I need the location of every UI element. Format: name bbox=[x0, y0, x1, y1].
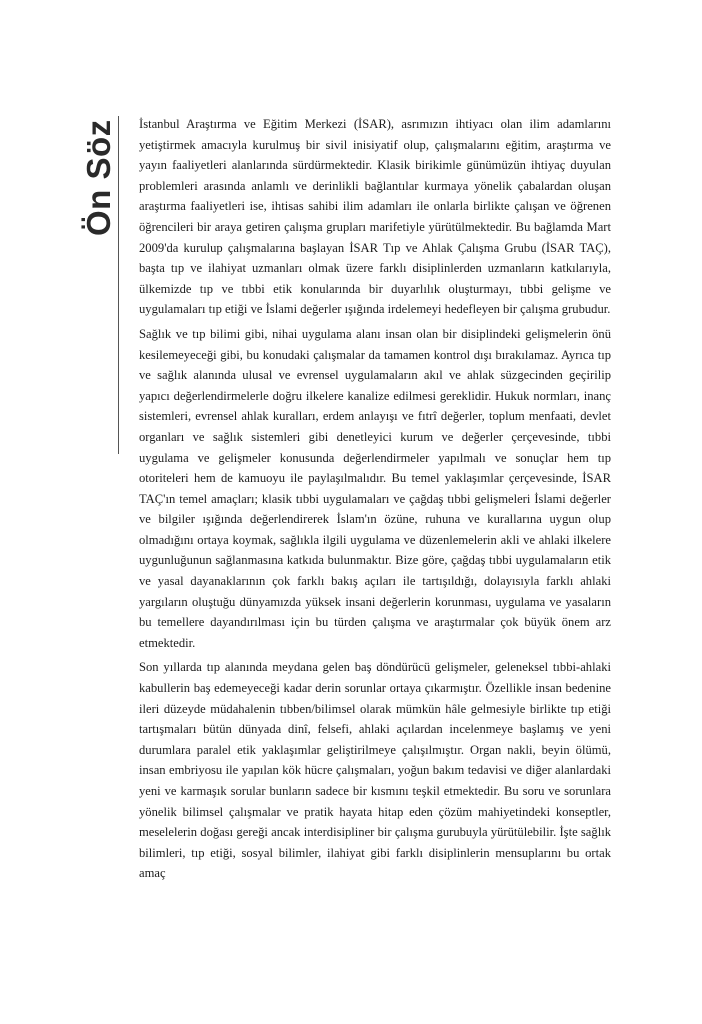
paragraph: İstanbul Araştırma ve Eğitim Merkezi (İSAR), asrımızın ihtiyacı olan ilim adamlarını yetiştirmek amacıyla kurulmuş bir sivil inisiyatif olup, çalışmalarını eğitim, araştırma ve yayın faaliyetleri alanlarında sürdürmektedir. Klasik birikimle günümüzün ihtiyaç duyulan problemleri arasında anlamlı ve derinlikli bağlantılar kurmaya yönelik çabalardan oluşan araştırma faaliyetleri ise, ihtisas sahibi ilim adamları ile onlarla birlikte çalışan ve öğrenen öğrencileri bir araya getiren çalışma grupları marifetiyle yürütülmektedir. Bu bağlamda Mart 2009'da kurulup çalışmalarına başlayan İSAR Tıp ve Ahlak Çalışma Grubu (İSAR TAÇ), başta tıp ve ilahiyat uzmanları olmak üzere farklı disiplinlerden uzmanların katkılarıyla, ülkemizde tıp ve tıbbi etik konularında bir duyarlılık oluşturmayı, tıbbi gelişme ve uygulamaları tıp etiği ve İslami değerler ışığında irdelemeyi hedefleyen bir çalışma grubudur. bbox=[139, 117, 611, 317]
title-divider bbox=[118, 116, 119, 454]
body-text bbox=[139, 114, 611, 888]
section-title: Ön Söz bbox=[80, 119, 117, 236]
paragraph: Sağlık ve tıp bilimi gibi, nihai uygulama alanı insan olan bir disiplindeki gelişmelerin önü kesilemeyeceği gibi, bu konudaki çalışmalar da tamamen kontrol dışı bırakılamaz. Ayrıca tıp ve sağlık alanında ulusal ve evrensel uygulamaların akıl ve ahlak süzgecinden geçirilip yapıcı değerlendirmelerle doğru ilkelere kanalize edilmesi gereklidir. Hukuk normları, inanç sistemleri, evrensel ahlak kuralları, erdem anlayışı ve fıtrî değerler, toplum menfaati, devlet organları ve sağlık sistemleri gibi denetleyici kurum ve değerler çerçevesinde, tıbbi uygulama ve gelişmeler konusunda değerlendirmeler yapılmalı ve sonuçlar hem tıp otoriteleri hem de kamuoyu ile paylaşılmalıdır. Bu temel yaklaşımlar çerçevesinde, İSAR TAÇ'ın temel amaçları; klasik tıbbi uygulamaları ve çağdaş tıbbi gelişmeleri İslami değerler ve bilgiler ışığında değerlendirerek İslam'ın özüne, ruhuna ve kurallarına uygun olup olmadığını ortaya koymak, sağlıkla ilgili uygulama ve düzenlemelerin akli ve ahlaki ilkelere uygunluğunun sağlanmasına katkıda bulunmaktır. Bize göre, çağdaş tıbbi uygulamaların etik ve yasal dayanaklarının çok farklı bakış açıları ile tartışıldığı, dolayısıyla farklı ahlaki yargıların oluştuğu dünyamızda yüksek insani değerlerin korunması, uygulama ve yasaların bu temellere dayandırılması için bu türden çalışma ve araştırmalar çok büyük önem arz etmektedir. bbox=[139, 326, 611, 650]
paragraph: Son yıllarda tıp alanında meydana gelen baş döndürücü gelişmeler, geleneksel tıbbi-ahlaki kabullerin baş edemeyeceği kadar derin sorunlar ortaya çıkarmıştır. Özellikle insan bedenine ileri düzeyde müdahalenin tıbben/bilimsel olarak mümkün hâle gelmesiyle birlikte tıp etiği tartışmaları bütün dünyada dinî, felsefi, ahlaki açılardan incelenmeye başlamış ve yeni durumlara paralel etik yaklaşımlar geliştirilmeye çalışılmıştır. Organ nakli, beyin ölümü, insan embriyosu ile yapılan kök hücre çalışmaları, yoğun bakım tedavisi ve diğer alanlardaki yeni ve karmaşık sorular bunların sadece bir kısmını teşkil etmektedir. Bu soru ve sorunlara yönelik bilimsel çalışmalar ve pratik hayata hitap eden çözüm mahiyetindeki konseptler, meselelerin doğası gereği ancak interdisipliner bir çalışma gurubuyla yürütülebilir. İşte sağlık bilimleri, tıp etiği, sosyal bilimler, ilahiyat gibi farklı disiplinlerin mensuplarını bu ortak amaç bbox=[139, 660, 611, 881]
